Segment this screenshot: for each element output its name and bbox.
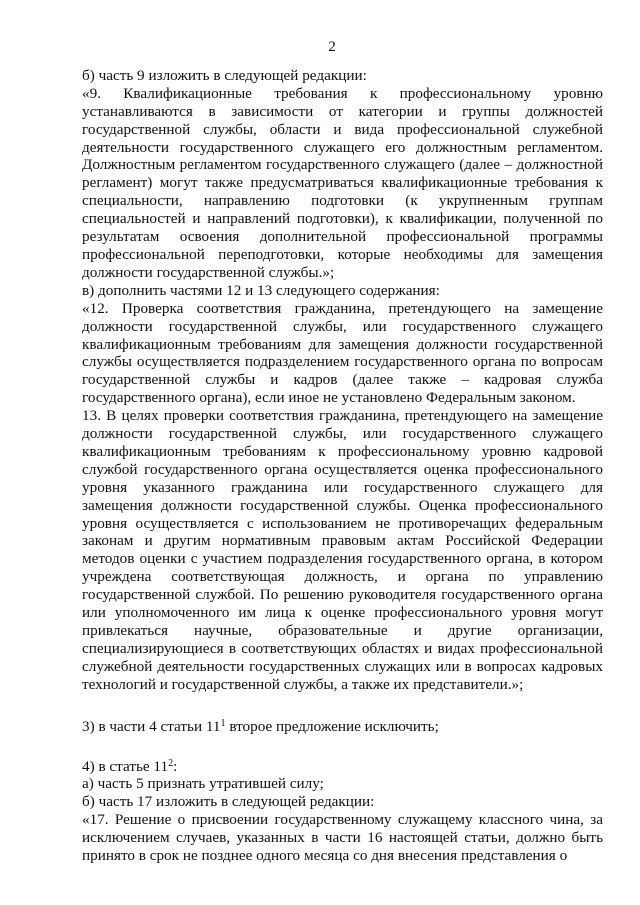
paragraph-item-3	[82, 718, 603, 736]
paragraph-b-part9: б) часть 9 изложить в следующей редакции:	[82, 66, 367, 84]
paragraph-v-parts-12-13: в) дополнить частями 12 и 13 следующего содержания:	[82, 281, 440, 299]
paragraph-quote-17: «17. Решение о присвоении государственному служащему классного чина, за исключением случаев, указанных в части 16 настоящей статьи, должно быть принято в срок не позднее одного месяца со дня внесения представления о	[82, 811, 603, 865]
item-4-superscript: 2	[168, 757, 174, 769]
document-page	[82, 38, 603, 865]
spacer	[82, 694, 603, 712]
paragraph-quote-9: «9. Квалификационные требования к профессиональному уровню устанавливаются в зависимости от категории и группы должностей государственной службы, области и вида профессиональной служебной деятельности государственного служащего его должностным регламентом. Должностным регламентом государственного служащего (далее – должностной регламент) могут также предусматриваться квалификационные требования к специальности, направлению подготовки (к укрупненным группам специальностей и направлений подготовки), к квалификации, полученной по результатам освоения дополнительной профессиональной программы профессиональной переподготовки, которые необходимы для замещения должности государственной службы.»;	[82, 84, 603, 281]
item-3-tail: второе предложение исключить;	[225, 717, 439, 735]
item-3-text: 3) в части 4 статьи 11	[82, 717, 221, 735]
item-4-tail: :	[173, 757, 178, 775]
paragraph-b-part17: б) часть 17 изложить в следующей редакции:	[82, 793, 375, 811]
paragraph-quote-12: «12. Проверка соответствия гражданина, претендующего на замещение должности государственной службы, или государственного служащего квалификационным требованиям для замещения должности государственной службы осуществляется подразделением государственного органа по вопросам государственной службы и кадров (далее также – кадровая служба государственного органа), если иное не установлено Федеральным законом.	[82, 299, 603, 407]
item-3-superscript: 1	[220, 717, 226, 729]
paragraph-item-4	[82, 758, 603, 776]
paragraph-13: 13. В целях проверки соответствия гражданина, претендующего на замещение должности государственной службы, или государственного служащего квалификационным требованиям к профессиональному уровню кадровой службой государственного органа осуществляется оценка профессионального уровня указанного гражданина или государственного служащего для замещения должности государственной службы. Оценка профессионального уровня осуществляется с использованием не противоречащих федеральным законам и другим нормативным правовым актам Российской Федерации методов оценки с участием подразделения государственного органа, в котором учреждена соответствующая должность, и органа по управлению государственной службой. По решению руководителя государственного органа или уполномоченного им лица к оценке профессионального уровня могут привлекаться научные, образовательные и другие организации, специализирующиеся в соответствующих областях и видах профессиональной служебной деятельности государственных служащих или в вопросах кадровых технологий и государственной службы, а также их представители.»;	[82, 407, 603, 693]
item-4-text: 4) в статье 11	[82, 757, 169, 775]
spacer	[82, 736, 603, 758]
paragraph-a-part5: а) часть 5 признать утратившей силу;	[82, 775, 324, 793]
page-number: 2	[328, 38, 336, 55]
